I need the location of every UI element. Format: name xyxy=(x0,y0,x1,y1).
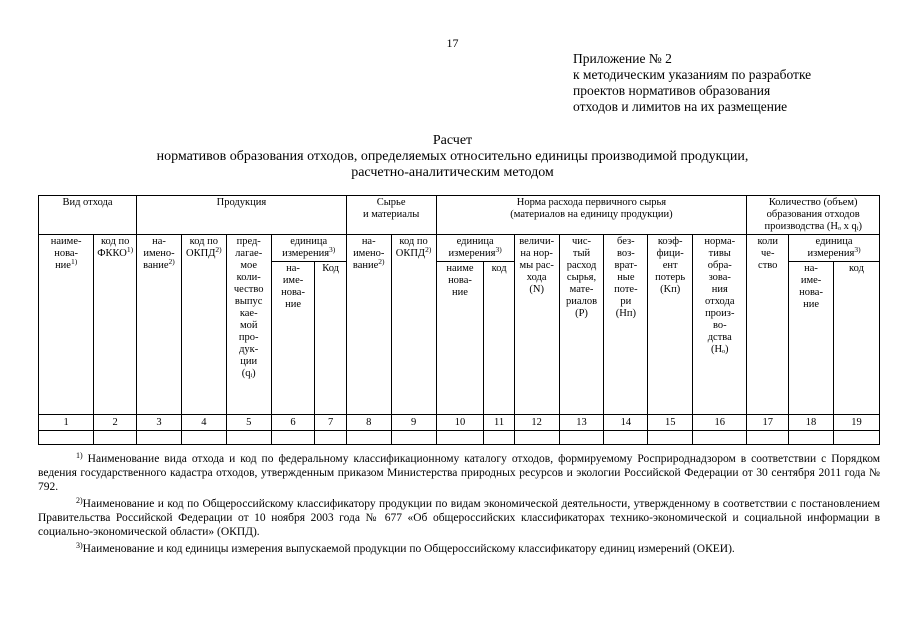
page-number: 17 xyxy=(446,36,459,50)
column-number: 6 xyxy=(271,415,315,431)
col-quantity-count: коли че- ство xyxy=(747,235,789,415)
table-cell xyxy=(181,431,226,445)
column-number: 4 xyxy=(181,415,226,431)
table-cell xyxy=(789,431,834,445)
header-products: Продукция xyxy=(137,196,347,235)
table-cell xyxy=(747,431,789,445)
column-number: 17 xyxy=(747,415,789,431)
column-number: 9 xyxy=(391,415,436,431)
appendix-line-4: отходов и лимитов на их размещение xyxy=(573,99,788,114)
col-quantity-unit-code: код xyxy=(833,262,879,415)
table-cell xyxy=(315,431,346,445)
col-net-consumption: чис- тый расход сырья, мате- риалов (P) xyxy=(559,235,604,415)
table-cell xyxy=(271,431,315,445)
column-number: 5 xyxy=(226,415,271,431)
column-number: 10 xyxy=(436,415,484,431)
col-product-quantity: пред- лагае- мое коли- чество выпус кае- мой про- дук- ции (qᵢ) xyxy=(226,235,271,415)
col-waste-name: наиме- нова- ние$^{1)}$ xyxy=(39,235,94,415)
column-number: 18 xyxy=(789,415,834,431)
col-quantity-unit-name: на- име- нова- ние xyxy=(789,262,834,415)
column-number: 15 xyxy=(648,415,693,431)
appendix-line-3: проектов нормативов образования xyxy=(573,83,771,98)
header-consumption-norm: Норма расхода первичного сырья (материалов на единицу продукции) xyxy=(436,196,747,235)
col-waste-norm: норма- тивы обра- зова- ния отхода произ- во- дства (Hₒ) xyxy=(693,235,747,415)
table-cell xyxy=(346,431,391,445)
column-number: 12 xyxy=(514,415,559,431)
col-product-okpd: код по ОКПД$^{2)}$ xyxy=(181,235,226,415)
col-raw-name: на- имено- вание$^{2)}$ xyxy=(346,235,391,415)
col-quantity-unit: единица измерения$^{3)}$ xyxy=(789,235,880,262)
col-product-unit-name: на- име- нова- ние xyxy=(271,262,315,415)
appendix-heading xyxy=(573,51,811,115)
column-number: 13 xyxy=(559,415,604,431)
title-line-3: расчетно-аналитическим методом xyxy=(351,165,554,180)
calculation-table xyxy=(38,195,880,445)
header-waste-quantity: Количество (объем) образования отходов производства (Hₒ x qᵢ) xyxy=(747,196,880,235)
col-norm-unit-code: код xyxy=(484,262,514,415)
title-line-2: нормативов образования отходов, определяемых относительно единицы производимой продукции, xyxy=(156,149,749,164)
column-number: 14 xyxy=(604,415,648,431)
document-title xyxy=(0,133,905,181)
column-number: 11 xyxy=(484,415,514,431)
table-cell xyxy=(226,431,271,445)
col-raw-okpd: код по ОКПД$^{2)}$ xyxy=(391,235,436,415)
col-norm-unit: единица измерения$^{3)}$ xyxy=(436,235,514,262)
footnotes xyxy=(38,449,880,556)
col-waste-code: код по ФККО$^{1)}$ xyxy=(94,235,137,415)
col-product-unit-code: Код xyxy=(315,262,346,415)
table-cell xyxy=(693,431,747,445)
table-cell xyxy=(39,431,94,445)
table-cell xyxy=(604,431,648,445)
col-product-name: на- имено- вание$^{2)}$ xyxy=(137,235,182,415)
table-cell xyxy=(648,431,693,445)
table-cell xyxy=(559,431,604,445)
footnote-2: $^{2)}$Наименование и код по Общероссийскому классификатору продукции по видам экономической деятельности, утвержденному в соответствии с постановлением Правительства Российской Федерации от 10 ноября 2003 года № 677 «Об общероссийских классификаторах технико-экономической и социальной информации в социально-экономической области» (ОКПД). xyxy=(38,496,880,538)
column-number: 2 xyxy=(94,415,137,431)
title-line-1: Расчет xyxy=(432,133,473,148)
table-cell xyxy=(391,431,436,445)
appendix-line-1: Приложение № 2 xyxy=(573,51,672,66)
table-cell xyxy=(514,431,559,445)
table-cell xyxy=(436,431,484,445)
header-raw-materials: Сырье и материалы xyxy=(346,196,436,235)
footnote-3: $^{3)}$Наименование и код единицы измерения выпускаемой продукции по Общероссийскому классификатору единиц измерений (ОКЕИ). xyxy=(76,541,735,555)
appendix-line-2: к методическим указаниям по разработке xyxy=(573,67,812,82)
column-number: 8 xyxy=(346,415,391,431)
col-norm-unit-name: наиме нова- ние xyxy=(436,262,484,415)
col-loss-coefficient: коэф- фици- ент потерь (Kп) xyxy=(648,235,693,415)
col-norm-value: величи- на нор- мы рас- хода (N) xyxy=(514,235,559,415)
column-number: 19 xyxy=(833,415,879,431)
table-cell xyxy=(484,431,514,445)
column-number: 7 xyxy=(315,415,346,431)
table-cell xyxy=(833,431,879,445)
col-irrecoverable-loss: без- воз- врат- ные поте- ри (Hп) xyxy=(604,235,648,415)
footnote-1: $^{1)}$ Наименование вида отхода и код по федеральному классификационному каталогу отходов, формируемому Росприроднадзором в соответствии с Порядком ведения государственного кадастра отходов, утвержденным приказом Министерства природных ресурсов и экологии Российской Федерации от 30 сентября 2011 года № 792. xyxy=(38,451,881,493)
table-cell xyxy=(94,431,137,445)
column-number: 16 xyxy=(693,415,747,431)
column-number: 1 xyxy=(39,415,94,431)
empty-data-row xyxy=(39,431,880,445)
header-waste-type: Вид отхода xyxy=(39,196,137,235)
column-number: 3 xyxy=(137,415,182,431)
column-numbers-row xyxy=(39,415,880,431)
table-cell xyxy=(137,431,182,445)
col-product-unit: единица измерения$^{3)}$ xyxy=(271,235,346,262)
